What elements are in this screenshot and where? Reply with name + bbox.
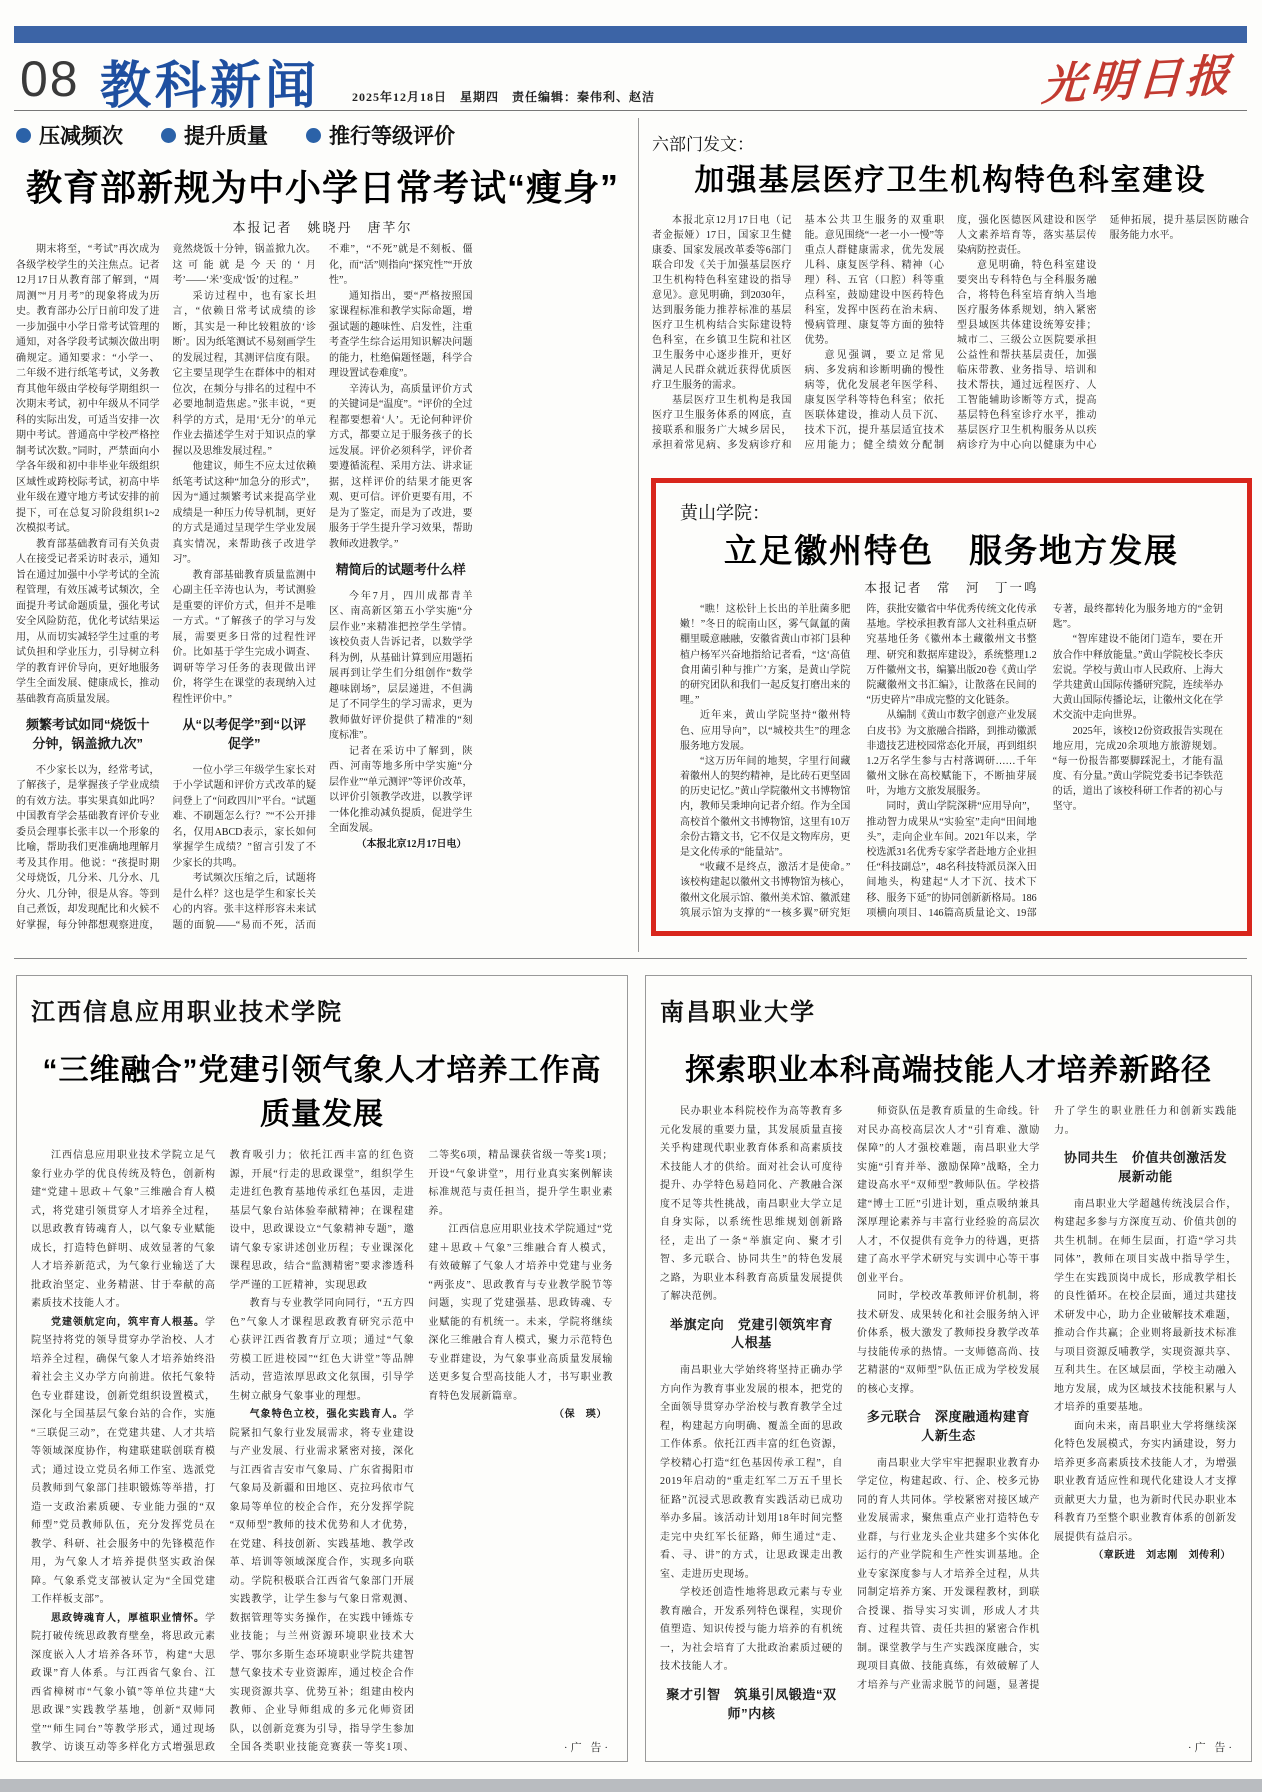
body-paragraph: 同时，黄山学院深耕“应用导向”，推动智力成果从“实验室”走向“田间地头”，走向企业车间。2021年以来，学校选派31名优秀专家学者赴地方企业担任“科技副总”，48名科技特派员深入田间地头，构建起“人才下沉、技术下移、服务下延”的协同创新新格局。186项横向项目、146篇高质量论文、19部专著，最终都转化为服务地方的“金钥匙”。 [866,604,1223,919]
body-paragraph: 从编制《黄山市数字创意产业发展白皮书》为文旅融合指路，到推动徽派非遗技艺进校园常态化开展，再到组织1.2万名学生参与古村落调研……千年徽州文脉在高校赋能下，不断抽芽展叶，为地方文旅发展服务。 [866,710,1037,798]
bullet-dot-icon [16,128,31,143]
body-paragraph: 一位小学三年级学生家长对于小学试题和评价方式改革的疑问登上了“问政四川”平台。“试题难、不刷题怎么行？”“不公开排名，仅用ABCD表示，家长如何掌握学生成绩？”留言引发了不少家长的共鸣。 [172,764,316,869]
article-kicker: 南昌职业大学 [660,999,816,1026]
article-byline: 本报记者 常 河 丁一鸣 [864,581,1039,595]
bullet-item [16,120,123,150]
bullet-label: 推行等级评价 [329,125,455,148]
sub-headline: 协同共生 价值共创激活发展新动能 [1063,1150,1228,1184]
body-paragraph: 基层医疗卫生机构是我国医疗卫生服务体系的网底，直接联系和服务广大城乡居民，承担着常见病、多发病诊疗和基本公共卫生服务的双重职能。意见围绕“一老一小一慢”等重点人群健康需求，优先发展儿科、康复医学科、精神（心理）科、五官（口腔）科等重点科室，鼓励建设中医药特色科室，发挥中医药在治未病、慢病管理、康复等方面的独特优势。 [652,215,944,451]
body-paragraph: 教育部基础教育质量监测中心副主任辛涛也认为，考试测验是重要的评价方式，但并不是唯一方式。“了解孩子的学习与发展，需要更多日常的过程性评价。比如基于学生完成小调查、调研等学习任务的表现做出评价，将学生在课堂的表现纳入过程性评价中。” [172,569,316,705]
body-paragraph: 不少家长以为，经常考试，了解孩子，是掌握孩子学业成绩的有效方法。事实果真如此吗？中国教育学会基础教育评价专业委员会理事长张丰以一个形象的比喻，帮助我们更准确地理解月考及其作用。他说：“孩提时期父母烧饭，几分米、几分水、几分火、几分钟，很是从容。等到自己煮饭，却发现配比和火候不好掌握，每分钟都想观察进度，竟然烧饭十分钟，锅盖掀九次。这可能就是今天的‘月考’——‘米’变成‘饭’的过程。” [16,244,316,931]
article-headline: 探索职业本科高端技能人才培养新路径 [685,1054,1212,1087]
body-paragraph: 师资队伍是教育质量的生命线。针对民办高校高层次人才“引育难、激励保障”的人才强校难题，南昌职业大学实施“引育并举、激励保障”战略，全力建设高水平“双师型”教师队伍。学校搭建“博士工匠”引进计划，重点吸纳兼具深厚理论素养与丰富行业经验的高层次人才，不仅提供有竞争力的待遇，更搭建了高水平学术研究与实训中心等干事创业平台。 [857,1106,1040,1284]
article-byline: 本报记者 姚晓丹 唐芊尔 [232,220,413,235]
body-paragraph: 南昌职业大学牢牢把握职业教育办学定位，构建起政、行、企、校多元协同的育人共同体。学校紧密对接区域产业发展需求，聚焦重点产业打造特色专业群，与行业龙头企业共建多个实体化运行的产业学院和生产性实训基地。企业专家深度参与人才培养全过程，从共同制定培养方案、开发课程教材，到联合授课、指导实习实训，形成人才共育、过程共管、责任共担的紧密合作机制。课堂教学与生产实践深度融合，实现项目真做、技能真练，有效破解了人才培养与产业需求脱节的问题，显著提升了学生的职业胜任力和创新实践能力。 [857,1106,1237,1691]
body-paragraph: 他建议，师生不应太过依赖纸笔考试这种“加急分的形式”，因为“通过频繁考试来提高学业成绩是一种压力传导机制，更好的方式是通过呈现学生学业发展真实情况，来帮助孩子改进学习”。 [172,461,316,565]
body-paragraph: “瞧！这松针上长出的羊肚菌多肥嫩！”冬日的皖南山区，雾气氤氲的菌棚里暖意融融，安徽省黄山市祁门县种植户杨军兴奋地指给记者看，“这‘高值食用菌引种与推广’方案，是黄山学院的研究团队和我们一起反复打磨出来的哩。” [680,604,851,707]
advert-label: ·广 告· [563,1742,611,1754]
sub-headline: 举旗定向 党建引领筑牢育人根基 [669,1316,834,1351]
masthead-logo: 光明日报 [1040,50,1235,111]
body-paragraph: 教育部基础教育司有关负责人在接受记者采访时表示，通知旨在通过加强中小学考试的全流程管理，有效压减考试频次，全面提升考试命题质量，强化考试安全风险防范，优化考试结果运用，从而切实减轻学生过重的考试负担和学业压力，引导树立科学的教育评价导向，更好地服务学生全面发展、健康成长，推动基础教育高质量发展。 [16,538,160,705]
body-paragraph: 本报北京12月17日电（记者金振娅）17日，国家卫生健康委、国家发展改革委等6部门联合印发《关于加强基层医疗卫生机构特色科室建设的指导意见》。意见明确，到2030年，达到服务能力推荐标准的基层医疗卫生机构结合实际建设特色科室，在乡镇卫生院和社区卫生服务中心逐步推开，更好满足人民群众就近获得优质医疗卫生服务的需求。 [652,215,792,391]
sub-headline: 从“以考促学”到“以评促学” [182,717,306,751]
body-paragraph: 南昌职业大学超越传统浅层合作，构建起多参与方深度互动、价值共创的共生机制。在师生层面，打造“学习共同体”，教师在项目实战中指导学生，学生在实践顶岗中成长，形成教学相长的良性循环。在校企层面，通过共建技术研发中心，助力企业破解技术难题，推动合作共赢；企业则将最新技术标准与项目资源反哺教学，实现资源共享、互利共生。在区域层面，学校主动融入地方发展，成为区域技术技能积累与人才培养的重要基地。 [1054,1198,1237,1414]
page-number: 08 [20,51,80,107]
sub-headline: 聚才引智 筑巢引凤锻造“双师”内核 [666,1686,837,1721]
body-paragraph: 意见强调，要立足常见病、多发病和诊断明确的慢性病等，优化发展老年医学科、康复医学科等特色科室；依托医联体建设，推动人员下沉、技术下沉，提升基层适宜技术应用能力；健全绩效分配制度，强化医德医风建设和医学人文素养培育等，落实基层传染病防控责任。 [804,215,1097,451]
body-paragraph: 辛涛认为，高质量评价方式的关键词是“温度”。“评价的全过程都要想着‘人’。无论何种评价方式，都要立足于服务孩子的长远发展。评价必须科学，评价者要遵循流程、采用方法、讲求证据，这样评价的结果才能更客观、更可信。评价更要有用，不是为了鉴定，而是为了改进，要服务于学生提升学习效果，帮助教师改进教学。” [329,383,473,550]
article-kicker: 黄山学院： [680,503,770,523]
article-huangshan-highlight-box [651,478,1252,936]
article-body [660,1103,1237,1731]
article-headline: 加强基层医疗卫生机构特色科室建设 [694,164,1207,197]
header-divider [14,110,1247,111]
dateline: 2025年12月18日 星期四 责任编辑：秦伟利、赵洁 [352,90,656,104]
article-signature: （本报北京12月17日电） [356,838,467,850]
article-kicker: 江西信息应用职业技术学院 [31,999,343,1026]
body-paragraph: 近年来，黄山学院坚持“徽州特色、应用导向”，以“城校共生”的理念服务地方发展。 [680,710,851,752]
article-headline: 立足徽州特色 服务地方发展 [724,534,1179,570]
sub-headline: 频繁考试如同“烧饭十分钟，锅盖掀九次” [25,717,150,751]
sub-headline: 多元联合 深度融通构建育人新生态 [866,1409,1031,1443]
body-paragraph: 采访过程中，也有家长坦言，“依赖日常考试成绩的诊断，其实是一种比较粗放的‘诊断’。因为纸笔测试不易刻画学生的发展过程，其测评信度有限。它主要呈现学生在群体中的相对位次，在频分与排名的过程中不必要地制造焦虑。”张丰说，“更科学的方式，是用‘无分’的单元作业去描述学生对于知识点的掌握以及思维发展过程。” [172,290,316,457]
column-divider [638,118,639,952]
article-nanchang-vocational [645,975,1252,1762]
article-signature: （保 瑛） [553,1409,607,1420]
bullet-dot-icon [306,128,321,143]
page-bottom-edge [0,1779,1262,1792]
article-jiangxi-meteorology [16,975,628,1762]
article-body [652,213,1249,463]
body-paragraph: 考试频次压缩之后，试题将是什么样？这也是学生和家长关心的内容。张丰这样形容未来试题的面貌——“易而不死，活而不难”，“不死”就是不刻板、僵化，而“活”则指向“探究性”“开放性”。 [172,244,473,931]
article-headline: “三维融合”党建引领气象人才培养工作高质量发展 [42,1054,602,1131]
article-headline: 教育部新规为中小学日常考试“瘦身” [25,167,619,208]
body-paragraph: “智库建设不能闭门造车，要在开放合作中释放能量。”黄山学院校长李庆宏说。学校与黄山市人民政府、上海大学共建黄山国际传播研究院，连续举办大黄山国际传播论坛，让徽州文化在学术交流中走向世界。 [1052,634,1223,722]
body-paragraph: 同时，学校改革教师评价机制，将技术研发、成果转化和社会服务纳入评价体系，极大激发了教师投身教学改革与技能传承的热情。一支师德高尚、技艺精湛的“双师型”队伍正成为学校发展的核心支撑。 [857,1291,1040,1395]
body-paragraph: 通知指出，要“严格按照国家课程标准和教学实际命题，增强试题的趣味性、启发性，注重考查学生综合运用知识解决问题的能力，杜绝偏题怪题，科学合理设置试卷难度”。 [329,290,473,379]
body-paragraph: 记者在采访中了解到，陕西、河南等地多所中学实施“分层作业”“单元测评”等评价改革，以评价引领教学改进，以教学评一体化推动减负提质，促进学生全面发展。 [329,745,473,835]
bullet-dot-icon [161,128,176,143]
article-body [31,1147,613,1775]
sub-headline: 精简后的试题考什么样 [335,562,466,577]
body-paragraph: 意见明确，特色科室建设要突出专科特色与全科服务融合，将特色科室培育纳入当地医疗服务体系规划，纳入紧密型县域医共体建设统筹安排；城市二、三级公立医院要承担公益性和帮扶基层责任，加强临床带教、业务指导、培训和技术帮扶，通过远程医疗、人工智能辅助诊断等方式，提高基层特色科室诊疗水平，推动基层医疗卫生机构服务从以疾病诊疗为中心向以健康为中心延伸拓展，提升基层医防融合服务能力水平。 [957,215,1249,451]
body-paragraph: 教育与专业教学同向同行，“五方四色”气象人才课程思政教育研究示范中心获评江西省教育厅立项；通过“气象劳模工匠进校园”“红色大讲堂”等品牌活动，营造浓厚思政文化氛围，引导学生树立献身气象事业的理想。 [229,1298,415,1402]
body-paragraph: 气象特色立校，强化实践育人。学院紧扣气象行业发展需求，将专业建设与产业发展、行业需求紧密对接，深化与江西省吉安市气象局、广东省揭阳市气象局及新疆和田地区、克拉玛依市气象局等单位的校企合作，充分发挥学院“双师型”教师的技术优势和人才优势，在党建、科技创新、实践基地、教学改革、培训等领域深度合作，实现多向联动。学院积极联合江西省气象部门开展实践教学，让学生参与气象日常观测、数据管理等实务操作，在实践中锤炼专业技能；与兰州资源环境职业技术大学、鄂尔多斯生态环境职业学院共建智慧气象技术专业资源库，通过校企合作实现资源共享、优势互补；组建由校内教师、企业导师组成的多元化师资团队，以创新竞赛为引导，指导学生参加全国各类职业技能竞赛获一等奖1项、二等奖6项，精品课获省级一等奖1项；开设“气象讲堂”，用行业真实案例解读标准规范与责任担当，提升学生职业素养。 [229,1150,613,1753]
article-kicker: 六部门发文： [652,135,754,154]
article-health-clinics [652,130,1249,463]
body-paragraph: 江西信息应用职业技术学院立足气象行业办学的优良传统及特色，创新构建“党建＋思政＋气象”三维融合育人模式，将党建引领贯穿人才培养全过程，以思政教育铸魂育人，以气象专业赋能成长，打造特色鲜明、成效显著的气象人才培养新范式，为气象行业输送了大批政治坚定、业务精湛、甘于奉献的高素质技术技能人才。 [31,1150,216,1309]
body-paragraph: 面向未来，南昌职业大学将继续深化特色发展模式，夯实内涵建设，努力培养更多高素质技术技能人才，为增强职业教育适应性和现代化建设人才支撑贡献更大力量，也为新时代民办职业本科教育乃至整个职业教育体系的创新发展提供有益启示。 [1054,1420,1237,1543]
body-paragraph: “这万历年间的地契，字里行间藏着徽州人的契约精神，是比砖石更坚固的历史记忆。”黄山学院徽州文书博物馆内，教师吴秉坤向记者介绍。作为全国高校首个徽州文书博物馆，这里有10万余份古籍文书，它不仅是文物库房，更是文化传承的“能量站”。 [680,755,851,858]
body-paragraph: 今年7月，四川成都青羊区、南高新区第五小学实施“分层作业”来精准把控学生学情。该校负责人告诉记者，以数学学科为例，从基础计算到应用题拓展再到让学生们分组创作“数学趣味剧场”，层层递进，不但满足了不同学生的学习需求，更为教师做好评价提供了精准的“刻度标准”。 [329,590,473,742]
body-paragraph: 党建领航定向，筑牢育人根基。学院坚持将党的领导贯穿办学治校、人才培养全过程，确保气象人才培养始终沿着社会主义办学方向前进。依托气象特色专业群建设，创新党组织设置模式，深化与全国基层气象台站的合作，实施“三联促三动”，在党建共建、人才共培等领域深度协作，构建联建联创联育模式；通过设立党员名师工作室、选派党员教师到气象部门挂职锻炼等举措，打造一支政治素质硬、专业能力强的“双师型”党员教师队伍，充分发挥党员在教学、科研、社会服务中的先锋模范作用，为气象人才培养提供坚实政治保障。气象系党支部被认定为“全国党建工作样板支部”。 [31,1316,216,1605]
bullet-label: 压减频次 [39,125,123,148]
body-paragraph: 2025年，该校12份资政报告实现在地应用，完成20余项地方旅游规划。“每一份报告都要脚踩泥土，才能有温度、有分量。”黄山学院党委书记李铁范的话，道出了该校科研工作者的初心与坚守。 [1052,725,1223,813]
article-exam-rules [16,120,629,954]
header-accent-bar [14,26,1247,43]
article-body [16,242,629,936]
body-paragraph: 思政铸魂育人，厚植职业情怀。学院打破传统思政教育壁垒，将思政元素深度嵌入人才培养各环节，构建“大思政课”育人体系。与江西省气象台、江西省樟树市“气象小镇”等单位共建“大思政课”实践教学基地，创新“双师同堂”“师生同台”等教学形式，通过现场教学、访谈互动等多样化方式增强思政教育吸引力；依托江西丰富的红色资源，开展“行走的思政课堂”，组织学生走进红色教育基地传承红色基因，走进基层气象台站体验奉献精神；在课程建设中，思政课设立“气象精神专题”，邀请气象专家讲述创业历程；专业课深化课程思政，结合“监测精密”要求渗透科学严谨的工匠精神，实现思政 [31,1150,415,1753]
body-paragraph: “收藏不是终点，激活才是使命。”该校构建起以徽州文书博物馆为核心，徽州文化展示馆、徽州美术馆、徽派建筑展示馆为支撑的“一核多翼”研究矩阵，获批安徽省中华优秀传统文化传承基地。学校承担教育部人文社科重点研究基地任务《徽州本土藏徽州文书整理、研究和数据库建设》，系统整理1.2万件徽州文书，编纂出版20卷《黄山学院藏徽州文书汇编》，让散落在民间的“历史碎片”串成完整的文化链条。 [680,604,1037,919]
body-paragraph: 期末将至，“考试”再次成为各级学校学生的关注焦点。记者12月17日从教育部了解到，“周周测”“月月考”的现象将成为历史。教育部办公厅日前印发了进一步加强中小学日常考试管理的通知，对各学段考试频次做出明确规定。通知要求：“小学一、二年级不进行纸笔考试，义务教育其他年级由学校每学期组织一次期末考试，初中年级从不同学科的实际出发，可适当安排一次期中考试。普通高中学校严格控制考试次数。”同时，严禁面向小学各年级和初中非毕业年级组织区域性或跨校际考试，初高中毕业年级在遵守地方考试安排的前提下，可在总复习阶段组织1~2次模拟考试。 [16,244,160,534]
article-signature: （章跃进 刘志刚 刘传利） [1093,1550,1231,1562]
body-paragraph: 民办职业本科院校作为高等教育多元化发展的重要力量，其发展质量直接关乎构建现代职业教育体系和高素质技术技能人才的供给。面对社会认可度待提升、办学特色易趋同化、产教融合深度不足等共性挑战，南昌职业大学立足自身实际，以系统性思维规划创新路径，走出了一条“举旗定向、聚才引智、多元联合、协同共生”的特色发展之路，为职业本科教育高质量发展提供了解决范例。 [660,1106,843,1302]
article-body [680,602,1223,928]
advert-label: ·广 告· [1187,1742,1235,1754]
bullet-item [161,120,268,150]
body-paragraph: 江西信息应用职业技术学院通过“党建＋思政＋气象”三维融合育人模式，有效破解了气象人才培养中党建与业务“两张皮”、思政教育与专业教学脱节等问题，实现了党建强基、思政铸魂、专业赋能的有机统一。未来，学院将继续深化三维融合育人模式，聚力示范特色专业群建设，为气象事业高质量发展输送更多复合型高技能人才，书写职业教育特色发展新篇章。 [428,1224,613,1402]
section-title: 教科新闻 [100,59,321,115]
section-divider [14,958,1247,959]
headline-bullets [16,120,629,150]
body-paragraph: 南昌职业大学始终将坚持正确办学方向作为教育事业发展的根本，把党的全面领导贯穿办学治校与教育教学全过程，构建起方向明确、覆盖全面的思政工作体系。依托江西丰富的红色资源，学校精心打造“红色基因传承工程”，自2019年启动的“重走红军二万五千里长征路”沉浸式思政教育实践活动已成功举办多届。该活动计划用18年时间完整走完中央红军长征路，师生通过“走、看、寻、讲”的方式，让思政课走出教室、走进历史现场。 [660,1365,843,1580]
bullet-item [306,120,455,150]
bullet-label: 提升质量 [184,125,268,148]
body-paragraph: 学校还创造性地将思政元素与专业教育融合，开发系列特色课程，实现价值塑造、知识传授与能力培养的有机统一，为社会培育了大批政治素质过硬的技术技能人才。 [660,1587,843,1673]
